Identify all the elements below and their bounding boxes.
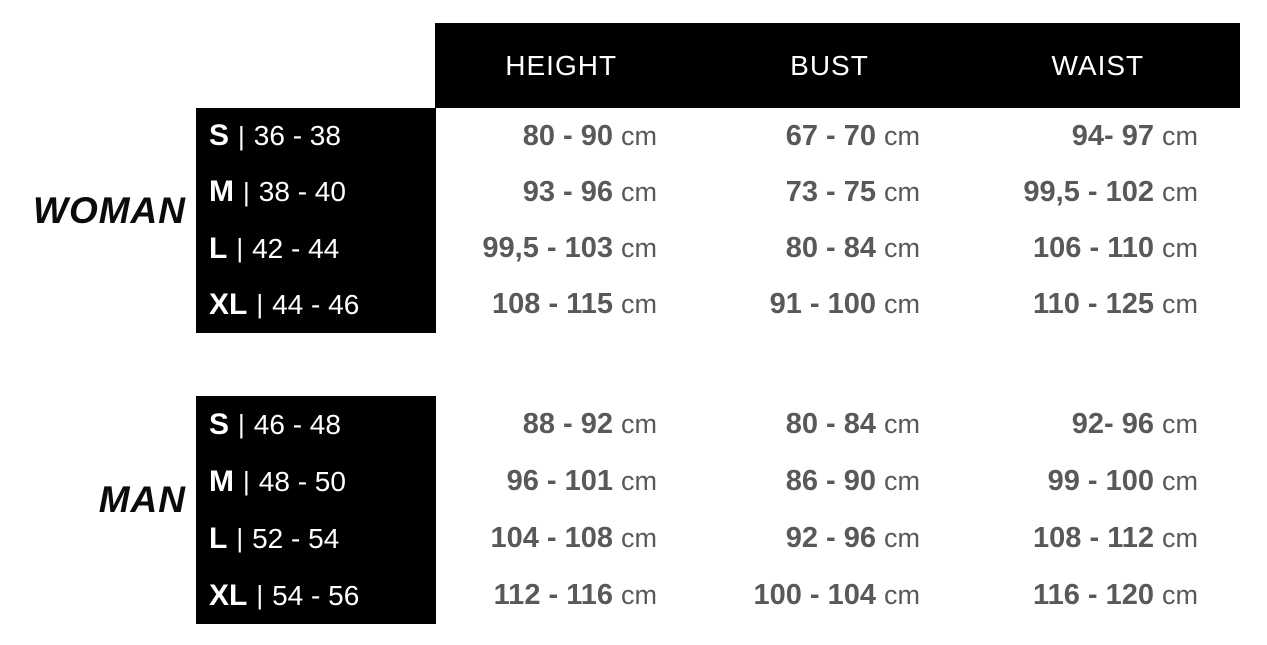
unit-label: cm: [884, 176, 920, 207]
unit-label: cm: [884, 580, 920, 610]
height-value: 104 - 108: [490, 522, 613, 554]
unit-label: cm: [884, 120, 920, 151]
unit-label: cm: [884, 523, 920, 553]
unit-label: cm: [621, 233, 657, 264]
size-separator: |: [236, 233, 244, 264]
bust-cell-man-m: [704, 453, 972, 510]
height-value: 88 - 92: [522, 408, 613, 440]
bust-value: 73 - 75: [785, 175, 876, 208]
unit-label: cm: [621, 409, 657, 439]
size-separator: |: [243, 466, 250, 496]
bust-value: 92 - 96: [785, 522, 876, 554]
size-cell-man-s: [196, 396, 436, 453]
unit-label: cm: [1162, 523, 1198, 553]
size-separator: |: [243, 176, 250, 207]
unit-label: cm: [1162, 176, 1198, 207]
bust-cell-woman-xl: [704, 277, 972, 333]
unit-label: cm: [884, 233, 920, 264]
header-column-height: HEIGHT: [505, 49, 618, 81]
bust-value: 100 - 104: [753, 579, 876, 611]
waist-value: 92- 96: [1071, 408, 1154, 440]
size-letter: M: [209, 175, 234, 209]
section-man: [0, 396, 1240, 624]
unit-label: cm: [1162, 233, 1198, 264]
size-cell-woman-xl: [196, 277, 436, 333]
section-label-woman: WOMAN: [33, 189, 186, 231]
size-separator: |: [238, 120, 245, 151]
bust-value: 86 - 90: [785, 465, 876, 497]
bust-cell-man-xl: [704, 567, 972, 624]
size-letter: XL: [209, 287, 248, 321]
height-cell-man-l: [436, 510, 704, 567]
waist-value: 94- 97: [1071, 119, 1154, 152]
bust-cell-woman-l: [704, 221, 972, 277]
height-cell-woman-l: [436, 221, 704, 277]
size-range: 46 - 48: [253, 408, 341, 440]
size-letter: L: [209, 521, 228, 555]
height-value: 80 - 90: [522, 119, 613, 152]
height-cell-woman-xl: [436, 277, 704, 333]
size-separator: |: [256, 580, 264, 610]
waist-value: 99 - 100: [1047, 465, 1154, 497]
height-value: 112 - 116: [493, 579, 613, 611]
size-range: 36 - 38: [253, 120, 341, 152]
unit-label: cm: [621, 289, 657, 320]
size-cell-woman-l: [196, 221, 436, 277]
unit-label: cm: [1162, 580, 1198, 610]
header-column-waist: WAIST: [1051, 49, 1145, 81]
header-column-bust: BUST: [790, 49, 869, 81]
height-cell-woman-s: [436, 108, 704, 164]
unit-label: cm: [1162, 409, 1198, 439]
waist-cell-woman-l: [972, 221, 1240, 277]
bust-value: 80 - 84: [785, 408, 876, 440]
height-value: 108 - 115: [492, 288, 613, 321]
size-range: 44 - 46: [272, 288, 360, 320]
unit-label: cm: [621, 580, 657, 610]
waist-value: 108 - 112: [1033, 522, 1154, 554]
size-range: 54 - 56: [272, 579, 360, 611]
unit-label: cm: [1162, 466, 1198, 496]
unit-label: cm: [884, 409, 920, 439]
waist-value: 106 - 110: [1033, 232, 1154, 265]
waist-cell-woman-s: [972, 108, 1240, 164]
size-chart-header: [435, 23, 1240, 108]
size-range: 52 - 54: [252, 522, 340, 554]
unit-label: cm: [621, 176, 657, 207]
waist-cell-woman-xl: [972, 277, 1240, 333]
waist-cell-man-m: [972, 453, 1240, 510]
bust-value: 91 - 100: [769, 288, 876, 321]
unit-label: cm: [621, 523, 657, 553]
size-cell-man-l: [196, 510, 436, 567]
waist-cell-woman-m: [972, 164, 1240, 220]
size-range: 38 - 40: [258, 176, 346, 208]
size-cell-man-xl: [196, 567, 436, 624]
unit-label: cm: [621, 466, 657, 496]
section-label-man: MAN: [98, 479, 186, 520]
unit-label: cm: [1162, 120, 1198, 151]
waist-cell-man-l: [972, 510, 1240, 567]
bust-value: 80 - 84: [785, 232, 876, 265]
size-letter: XL: [209, 578, 248, 612]
size-letter: L: [209, 231, 228, 265]
size-cell-woman-m: [196, 164, 436, 220]
unit-label: cm: [884, 466, 920, 496]
waist-value: 116 - 120: [1033, 579, 1154, 611]
unit-label: cm: [884, 289, 920, 320]
unit-label: cm: [1162, 289, 1198, 320]
height-value: 93 - 96: [522, 175, 613, 208]
section-woman: [0, 108, 1240, 333]
size-separator: |: [236, 523, 244, 553]
waist-value: 110 - 125: [1033, 288, 1154, 321]
height-value: 96 - 101: [506, 465, 613, 497]
bust-value: 67 - 70: [785, 119, 876, 152]
height-cell-man-xl: [436, 567, 704, 624]
size-letter: S: [209, 119, 230, 153]
height-cell-woman-m: [436, 164, 704, 220]
size-letter: M: [209, 464, 234, 498]
size-range: 48 - 50: [258, 465, 346, 497]
height-cell-man-m: [436, 453, 704, 510]
bust-cell-man-l: [704, 510, 972, 567]
waist-value: 99,5 - 102: [1023, 175, 1154, 208]
height-value: 99,5 - 103: [482, 232, 613, 265]
waist-cell-man-xl: [972, 567, 1240, 624]
size-range: 42 - 44: [252, 232, 340, 264]
size-separator: |: [256, 289, 264, 320]
height-cell-man-s: [436, 396, 704, 453]
bust-cell-woman-m: [704, 164, 972, 220]
unit-label: cm: [621, 120, 657, 151]
bust-cell-woman-s: [704, 108, 972, 164]
size-cell-man-m: [196, 453, 436, 510]
bust-cell-man-s: [704, 396, 972, 453]
size-separator: |: [238, 409, 245, 439]
waist-cell-man-s: [972, 396, 1240, 453]
size-cell-woman-s: [196, 108, 436, 164]
size-letter: S: [209, 407, 230, 441]
